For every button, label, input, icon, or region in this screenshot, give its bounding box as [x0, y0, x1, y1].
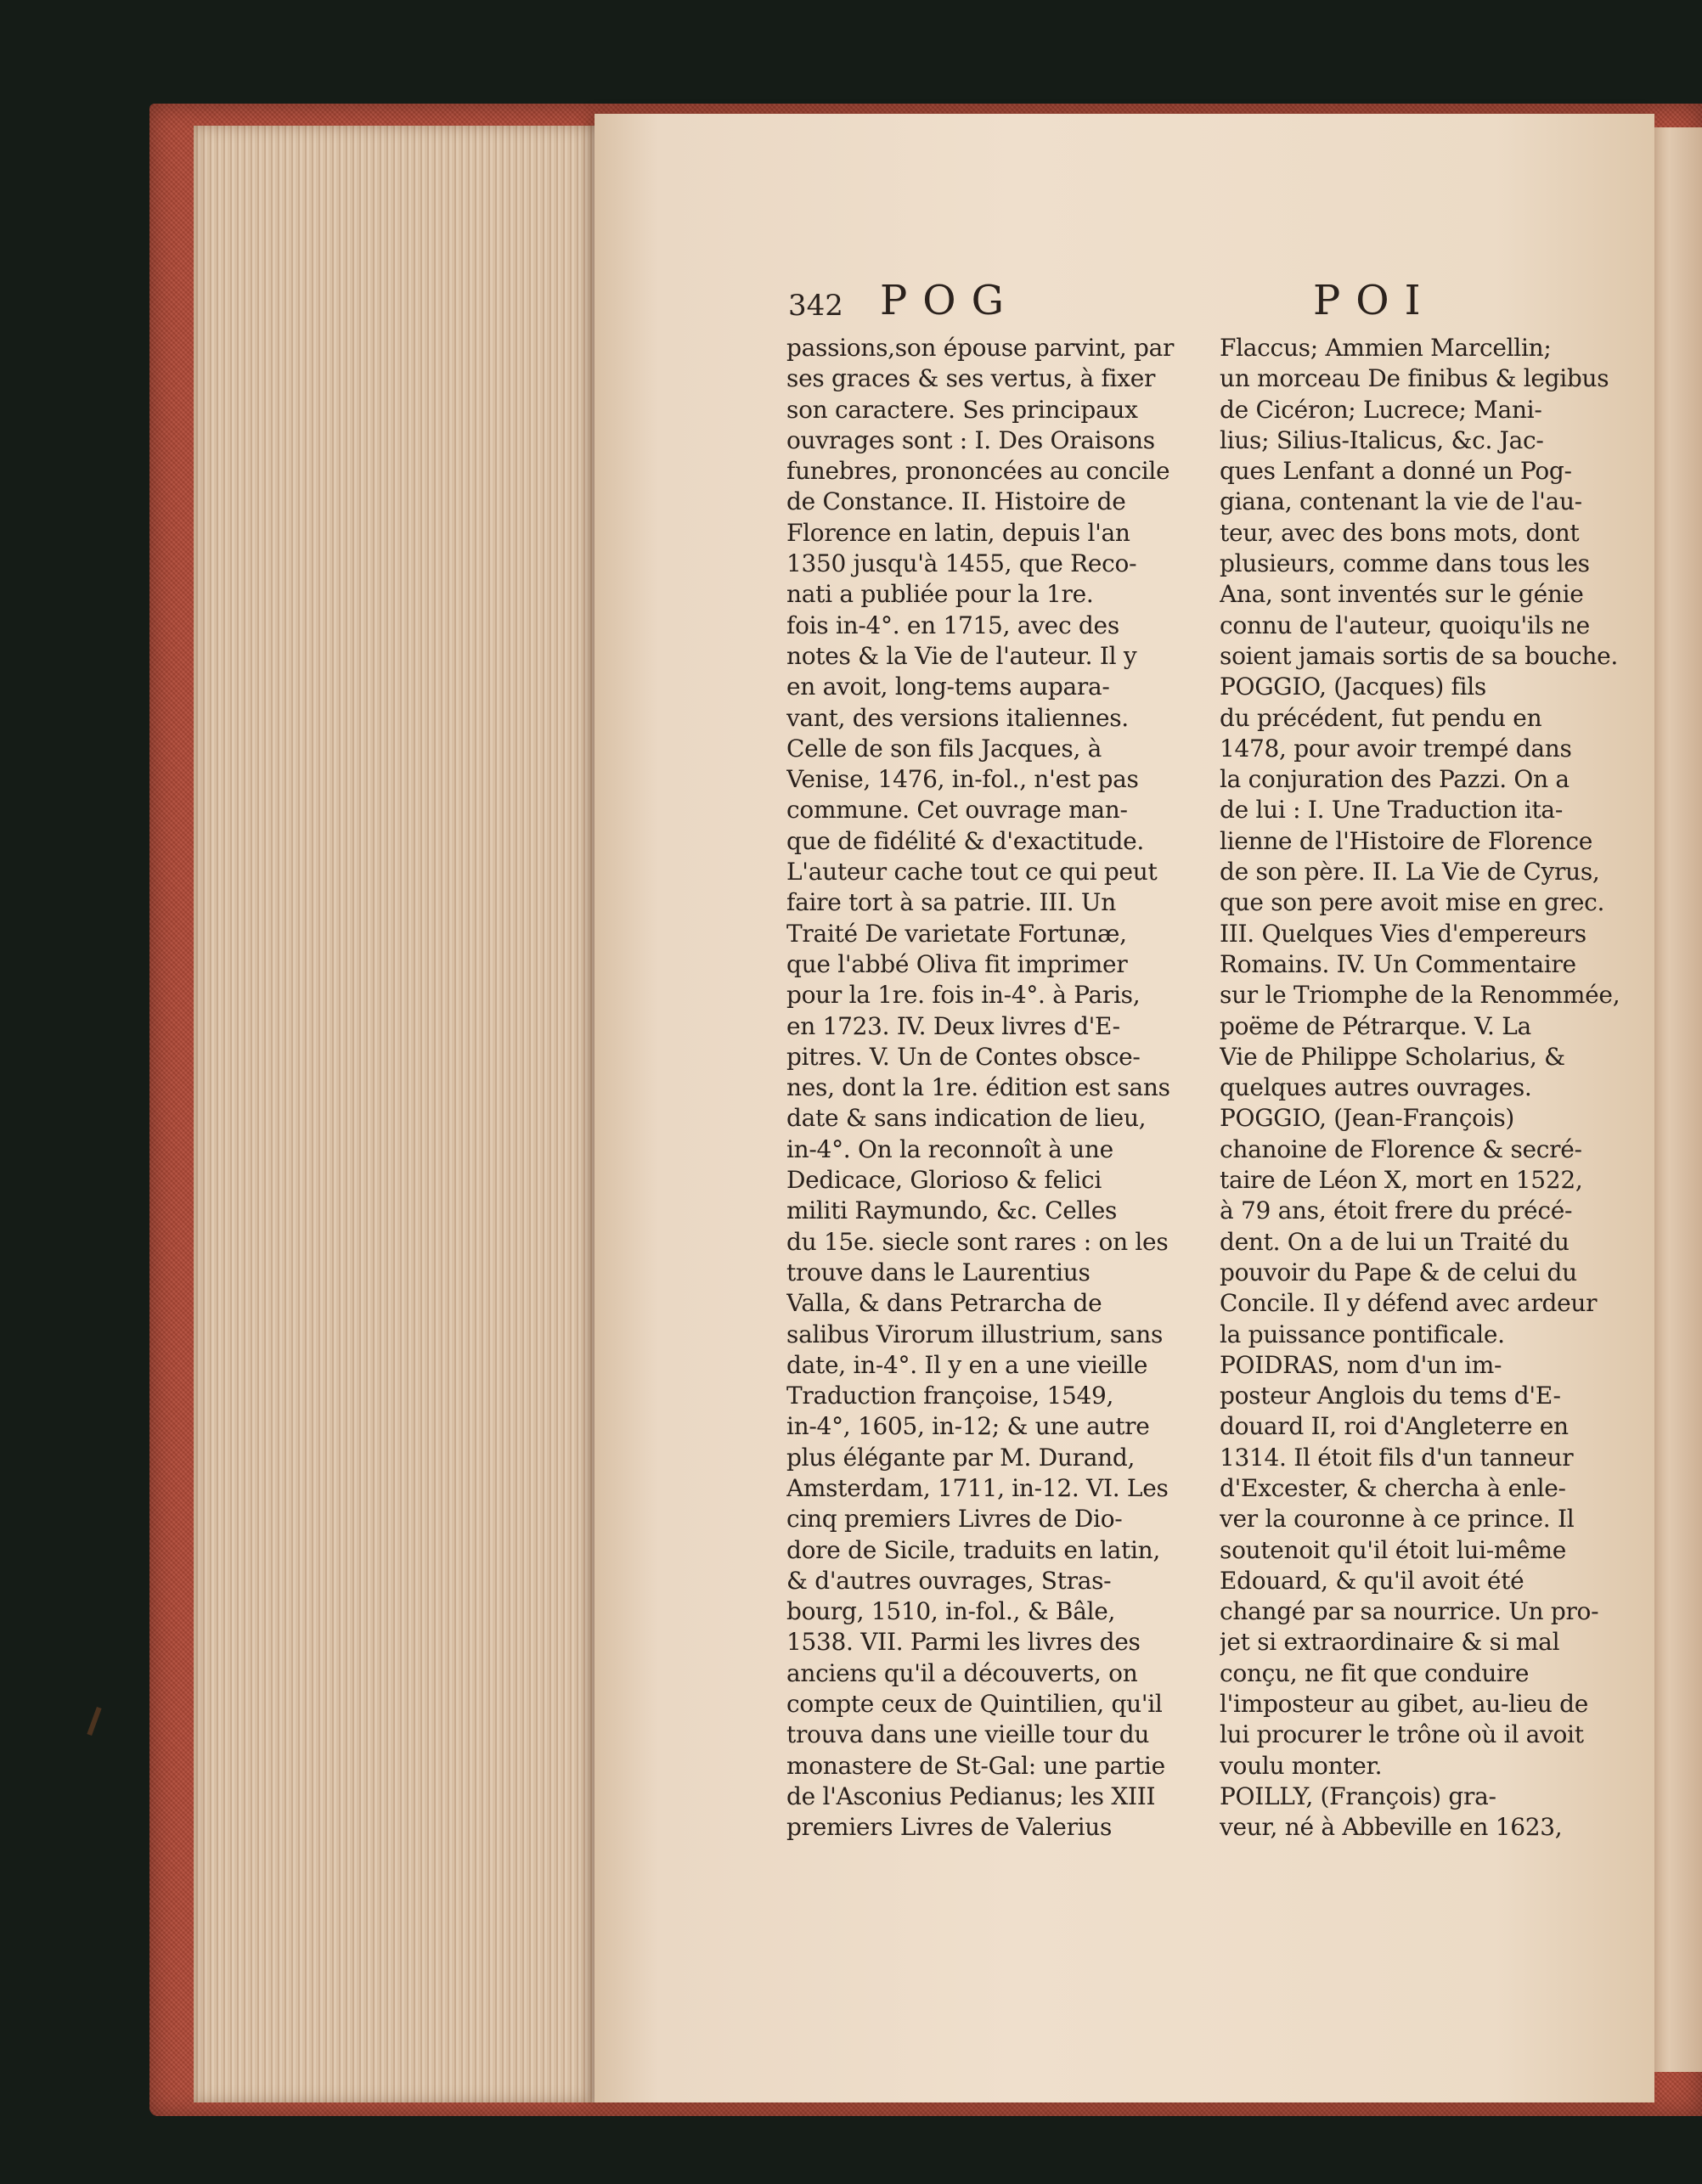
text-line: commune. Cet ouvrage man-: [786, 796, 1128, 825]
text-line: pouvoir du Pape & de celui du: [1220, 1258, 1577, 1286]
text-line: Ana, sont inventés sur le génie: [1220, 580, 1584, 609]
text-line: fois in-4°. en 1715, avec des: [786, 611, 1119, 639]
text-line: Vie de Philippe Scholarius, &: [1220, 1042, 1565, 1071]
left-text-column: [786, 333, 1190, 1843]
text-line: plusieurs, comme dans tous les: [1220, 549, 1590, 578]
text-line: d'Excester, & chercha à enle-: [1220, 1473, 1566, 1502]
text-line: douard II, roi d'Angleterre en: [1220, 1412, 1569, 1441]
text-line: militi Raymundo, &c. Celles: [786, 1196, 1118, 1225]
text-line: de son père. II. La Vie de Cyrus,: [1220, 858, 1600, 887]
text-line: plus élégante par M. Durand,: [786, 1443, 1136, 1472]
right-text-column: [1220, 333, 1627, 1843]
text-line: POILLY, (François) gra-: [1220, 1782, 1496, 1810]
text-line: à 79 ans, étoit frere du précé-: [1220, 1196, 1573, 1225]
text-line: 1538. VII. Parmi les livres des: [786, 1628, 1141, 1657]
text-line: in-4°. On la reconnoît à une: [786, 1134, 1113, 1163]
text-line: ver la couronne à ce prince. Il: [1220, 1505, 1575, 1534]
text-line: trouva dans une vieille tour du: [786, 1720, 1150, 1749]
text-line: vant, des versions italiennes.: [786, 703, 1129, 732]
text-line: lienne de l'Histoire de Florence: [1220, 826, 1593, 855]
text-line: & d'autres ouvrages, Stras-: [786, 1566, 1112, 1595]
text-line: notes & la Vie de l'auteur. Il y: [786, 641, 1137, 670]
text-line: jet si extraordinaire & si mal: [1220, 1628, 1560, 1657]
text-line: Traité De varietate Fortunæ,: [786, 919, 1127, 948]
text-line: ques Lenfant a donné un Pog-: [1220, 457, 1572, 486]
text-line: in-4°, 1605, in-12; & une autre: [786, 1412, 1150, 1441]
text-line: Amsterdam, 1711, in-12. VI. Les: [786, 1473, 1169, 1502]
text-line: pitres. V. Un de Contes obsce-: [786, 1042, 1141, 1071]
facing-page-edge: [1648, 127, 1702, 2072]
text-line: posteur Anglois du tems d'E-: [1220, 1382, 1561, 1410]
page-number: 342: [788, 289, 843, 323]
text-line: Venise, 1476, in-fol., n'est pas: [786, 765, 1139, 794]
text-line: quelques autres ouvrages.: [1220, 1073, 1532, 1102]
text-line: conçu, ne fit que conduire: [1220, 1658, 1530, 1687]
text-line: en 1723. IV. Deux livres d'E-: [786, 1011, 1120, 1040]
text-line: la conjuration des Pazzi. On a: [1220, 765, 1570, 794]
text-line: dore de Sicile, traduits en latin,: [786, 1535, 1160, 1564]
text-line: sur le Triomphe de la Renommée,: [1220, 981, 1620, 1010]
text-line: 1350 jusqu'à 1455, que Reco-: [786, 549, 1137, 578]
text-line: compte ceux de Quintilien, qu'il: [786, 1690, 1163, 1719]
text-line: L'auteur cache tout ce qui peut: [786, 858, 1158, 887]
text-line: cinq premiers Livres de Dio-: [786, 1505, 1123, 1534]
text-line: veur, né à Abbeville en 1623,: [1220, 1813, 1563, 1842]
ink-mark: [87, 1707, 101, 1736]
text-line: monastere de St-Gal: une partie: [786, 1751, 1165, 1780]
text-line: faire tort à sa patrie. III. Un: [786, 888, 1116, 917]
text-line: poëme de Pétrarque. V. La: [1220, 1011, 1531, 1040]
text-line: soient jamais sortis de sa bouche.: [1220, 641, 1619, 670]
text-line: Edouard, & qu'il avoit été: [1220, 1566, 1524, 1595]
text-line: ses graces & ses vertus, à fixer: [786, 364, 1156, 393]
page-stack-edge: [194, 126, 600, 2102]
text-line: POGGIO, (Jean-François): [1220, 1104, 1515, 1133]
text-line: la puissance pontificale.: [1220, 1320, 1505, 1348]
text-line: Celle de son fils Jacques, à: [786, 734, 1102, 763]
text-line: changé par sa nourrice. Un pro-: [1220, 1597, 1599, 1626]
text-line: de Constance. II. Histoire de: [786, 487, 1126, 516]
text-line: ouvrages sont : I. Des Oraisons: [786, 425, 1155, 454]
text-line: un morceau De finibus & legibus: [1220, 364, 1609, 393]
text-line: de Cicéron; Lucrece; Mani-: [1220, 395, 1542, 424]
text-line: de lui : I. Une Traduction ita-: [1220, 796, 1563, 825]
text-line: date & sans indication de lieu,: [786, 1104, 1147, 1133]
text-line: Romains. IV. Un Commentaire: [1220, 949, 1576, 978]
left-running-head: POG: [880, 277, 1019, 324]
text-line: Flaccus; Ammien Marcellin;: [1220, 334, 1552, 362]
text-line: connu de l'auteur, quoiqu'ils ne: [1220, 611, 1590, 639]
text-line: anciens qu'il a découverts, on: [786, 1658, 1138, 1687]
text-line: bourg, 1510, in-fol., & Bâle,: [786, 1597, 1116, 1626]
text-line: funebres, prononcées au concile: [786, 457, 1170, 486]
text-line: 1478, pour avoir trempé dans: [1220, 734, 1572, 763]
running-header: [788, 277, 1485, 336]
text-line: nes, dont la 1re. édition est sans: [786, 1073, 1170, 1102]
text-line: nati a publiée pour la 1re.: [786, 580, 1094, 609]
text-line: lui procurer le trône où il avoit: [1220, 1720, 1584, 1749]
text-line: trouve dans le Laurentius: [786, 1258, 1091, 1286]
text-line: premiers Livres de Valerius: [786, 1813, 1113, 1842]
text-line: POGGIO, (Jacques) fils: [1220, 673, 1486, 701]
text-line: passions,son épouse parvint, par: [786, 334, 1175, 362]
text-line: l'imposteur au gibet, au-lieu de: [1220, 1690, 1588, 1719]
text-line: 1314. Il étoit fils d'un tanneur: [1220, 1443, 1574, 1472]
text-line: que l'abbé Oliva fit imprimer: [786, 949, 1128, 978]
text-line: que de fidélité & d'exactitude.: [786, 826, 1145, 855]
text-line: du 15e. siecle sont rares : on les: [786, 1227, 1169, 1256]
text-line: en avoit, long-tems aupara-: [786, 673, 1110, 701]
text-line: Florence en latin, depuis l'an: [786, 518, 1130, 547]
text-line: taire de Léon X, mort en 1522,: [1220, 1166, 1583, 1195]
text-line: Valla, & dans Petrarcha de: [786, 1289, 1102, 1318]
text-line: salibus Virorum illustrium, sans: [786, 1320, 1164, 1348]
text-line: date, in-4°. Il y en a une vieille: [786, 1350, 1148, 1379]
text-line: POIDRAS, nom d'un im-: [1220, 1350, 1502, 1379]
text-line: III. Quelques Vies d'empereurs: [1220, 919, 1586, 948]
text-line: teur, avec des bons mots, dont: [1220, 518, 1580, 547]
text-line: voulu monter.: [1220, 1751, 1383, 1780]
text-line: Dedicace, Glorioso & felici: [786, 1166, 1102, 1195]
text-line: que son pere avoit mise en grec.: [1220, 888, 1605, 917]
text-line: giana, contenant la vie de l'au-: [1220, 487, 1582, 516]
text-line: lius; Silius-Italicus, &c. Jac-: [1220, 425, 1544, 454]
text-line: soutenoit qu'il étoit lui-même: [1220, 1535, 1566, 1564]
text-line: de l'Asconius Pedianus; les XIII: [786, 1782, 1156, 1810]
text-line: chanoine de Florence & secré-: [1220, 1134, 1582, 1163]
text-line: du précédent, fut pendu en: [1220, 703, 1542, 732]
text-line: Concile. Il y défend avec ardeur: [1220, 1289, 1598, 1318]
text-line: pour la 1re. fois in-4°. à Paris,: [786, 981, 1141, 1010]
text-line: dent. On a de lui un Traité du: [1220, 1227, 1570, 1256]
text-line: Traduction françoise, 1549,: [786, 1382, 1114, 1410]
right-running-head: POI: [1313, 277, 1436, 324]
text-line: son caractere. Ses principaux: [786, 395, 1138, 424]
